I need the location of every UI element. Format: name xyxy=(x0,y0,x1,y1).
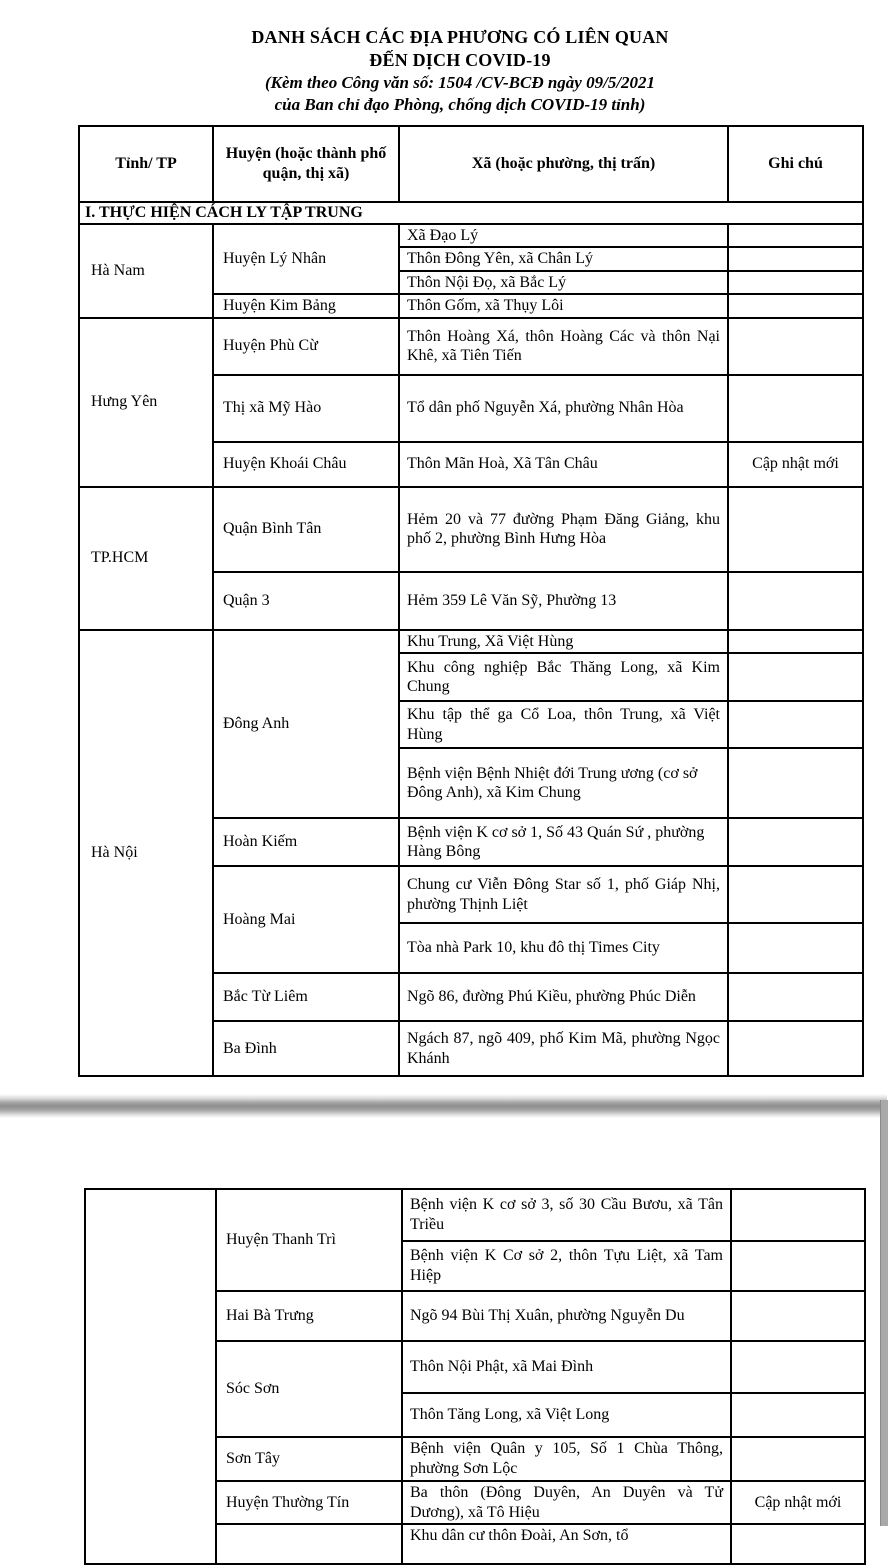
commune-cell: Hẻm 20 và 77 đường Phạm Đăng Giảng, khu phố 2, phường Bình Hưng Hòa xyxy=(399,487,728,572)
note-cell xyxy=(728,1021,863,1076)
note-cell xyxy=(728,701,863,748)
commune-cell: Bệnh viện K cơ sở 1, Số 43 Quán Sứ , phường Hàng Bông xyxy=(399,818,728,866)
commune-cell: Thôn Đông Yên, xã Chân Lý xyxy=(399,247,728,271)
document-header xyxy=(60,26,860,116)
page-separator xyxy=(0,1094,887,1118)
doc-subtitle-line1: (Kèm theo Công văn số: 1504 /CV-BCĐ ngày 09/5/2021 xyxy=(264,73,656,92)
commune-cell: Tổ dân phố Nguyễn Xá, phường Nhân Hòa xyxy=(399,375,728,442)
commune-cell: Ngõ 94 Bùi Thị Xuân, phường Nguyễn Du xyxy=(402,1291,731,1341)
note-cell xyxy=(728,748,863,818)
commune-cell: Xã Đạo Lý xyxy=(399,224,728,248)
district-cell: Sơn Tây xyxy=(216,1437,402,1481)
note-cell xyxy=(728,630,863,654)
note-cell xyxy=(728,973,863,1021)
commune-cell: Bệnh viện K cơ sở 3, số 30 Cầu Bươu, xã Tân Triều xyxy=(402,1189,731,1241)
table-row xyxy=(79,318,863,375)
covid-locations-table-page2 xyxy=(84,1188,866,1565)
commune-cell: Bệnh viện Bệnh Nhiệt đới Trung ương (cơ sở Đông Anh), xã Kim Chung xyxy=(399,748,728,818)
district-cell: Đông Anh xyxy=(213,630,399,819)
commune-cell: Ngõ 86, đường Phú Kiều, phường Phúc Diễn xyxy=(399,973,728,1021)
commune-cell: Thôn Nội Phật, xã Mai Đình xyxy=(402,1341,731,1393)
doc-title-line2: ĐẾN DỊCH COVID-19 xyxy=(369,50,551,70)
commune-cell: Khu công nghiệp Bắc Thăng Long, xã Kim Chung xyxy=(399,653,728,701)
province-cell: Hưng Yên xyxy=(79,318,213,487)
commune-cell: Bệnh viện K Cơ sở 2, thôn Tựu Liệt, xã Tam Hiệp xyxy=(402,1241,731,1291)
district-cell: Huyện Kim Bảng xyxy=(213,294,399,318)
province-cell: Hà Nam xyxy=(79,224,213,318)
note-cell xyxy=(728,271,863,295)
district-cell: Huyện Khoái Châu xyxy=(213,442,399,487)
covid-locations-table-page1 xyxy=(78,125,864,1077)
commune-cell: Bệnh viện Quân y 105, Số 1 Chùa Thông, phường Sơn Lộc xyxy=(402,1437,731,1481)
note-cell xyxy=(731,1341,865,1393)
district-cell: Quận Bình Tân xyxy=(213,487,399,572)
table-row xyxy=(79,224,863,248)
section-row xyxy=(79,202,863,224)
district-cell: Bắc Từ Liêm xyxy=(213,973,399,1021)
commune-cell: Thôn Tăng Long, xã Việt Long xyxy=(402,1393,731,1437)
note-cell xyxy=(731,1189,865,1241)
note-cell xyxy=(728,866,863,923)
note-cell xyxy=(728,572,863,630)
district-cell: Huyện Phù Cừ xyxy=(213,318,399,375)
district-cell: Ba Đình xyxy=(213,1021,399,1076)
district-cell xyxy=(216,1524,402,1564)
header-commune: Xã (hoặc phường, thị trấn) xyxy=(399,126,728,202)
district-cell: Thị xã Mỹ Hào xyxy=(213,375,399,442)
commune-cell: Thôn Mãn Hoà, Xã Tân Châu xyxy=(399,442,728,487)
note-cell xyxy=(731,1291,865,1341)
note-cell xyxy=(728,818,863,866)
header-district: Huyện (hoặc thành phố quận, thị xã) xyxy=(213,126,399,202)
district-cell: Hoàn Kiếm xyxy=(213,818,399,866)
commune-cell: Tòa nhà Park 10, khu đô thị Times City xyxy=(399,923,728,973)
table-row xyxy=(85,1189,865,1241)
note-cell xyxy=(728,923,863,973)
commune-cell: Thôn Hoàng Xá, thôn Hoàng Các và thôn Nại Khê, xã Tiên Tiến xyxy=(399,318,728,375)
note-cell xyxy=(728,375,863,442)
district-cell: Huyện Lý Nhân xyxy=(213,224,399,295)
note-cell xyxy=(728,247,863,271)
table-header-row xyxy=(79,126,863,202)
note-cell xyxy=(731,1241,865,1291)
note-cell xyxy=(728,224,863,248)
district-cell: Huyện Thường Tín xyxy=(216,1481,402,1524)
commune-cell: Hẻm 359 Lê Văn Sỹ, Phường 13 xyxy=(399,572,728,630)
table-row xyxy=(79,487,863,572)
district-cell: Sóc Sơn xyxy=(216,1341,402,1437)
table-row xyxy=(79,630,863,654)
doc-title-line1: DANH SÁCH CÁC ĐỊA PHƯƠNG CÓ LIÊN QUAN xyxy=(251,27,669,47)
note-cell xyxy=(728,294,863,318)
note-cell xyxy=(731,1437,865,1481)
note-cell xyxy=(728,318,863,375)
header-note: Ghi chú xyxy=(728,126,863,202)
note-cell xyxy=(731,1393,865,1437)
commune-cell: Khu Trung, Xã Việt Hùng xyxy=(399,630,728,654)
province-cell xyxy=(85,1189,216,1564)
district-cell: Hoàng Mai xyxy=(213,866,399,973)
note-cell xyxy=(731,1524,865,1564)
commune-cell: Khu dân cư thôn Đoài, An Sơn, tổ xyxy=(402,1524,731,1564)
province-cell: TP.HCM xyxy=(79,487,213,630)
commune-cell: Chung cư Viễn Đông Star số 1, phố Giáp Nhị, phường Thịnh Liệt xyxy=(399,866,728,923)
viewer-background-strip xyxy=(880,1100,888,1526)
district-cell: Hai Bà Trưng xyxy=(216,1291,402,1341)
district-cell: Quận 3 xyxy=(213,572,399,630)
commune-cell: Thôn Nội Đọ, xã Bắc Lý xyxy=(399,271,728,295)
province-cell: Hà Nội xyxy=(79,630,213,1077)
header-province: Tỉnh/ TP xyxy=(79,126,213,202)
commune-cell: Khu tập thể ga Cổ Loa, thôn Trung, xã Việt Hùng xyxy=(399,701,728,748)
note-cell xyxy=(728,653,863,701)
note-cell: Cập nhật mới xyxy=(731,1481,865,1524)
commune-cell: Ngách 87, ngõ 409, phố Kim Mã, phường Ngọc Khánh xyxy=(399,1021,728,1076)
doc-subtitle-line2: của Ban chỉ đạo Phòng, chống dịch COVID-19 tỉnh) xyxy=(274,95,646,114)
commune-cell: Thôn Gốm, xã Thụy Lôi xyxy=(399,294,728,318)
section-title: I. THỰC HIỆN CÁCH LY TẬP TRUNG xyxy=(79,202,863,224)
note-cell xyxy=(728,487,863,572)
district-cell: Huyện Thanh Trì xyxy=(216,1189,402,1291)
commune-cell: Ba thôn (Đông Duyên, An Duyên và Tử Dương), xã Tô Hiệu xyxy=(402,1481,731,1524)
note-cell: Cập nhật mới xyxy=(728,442,863,487)
